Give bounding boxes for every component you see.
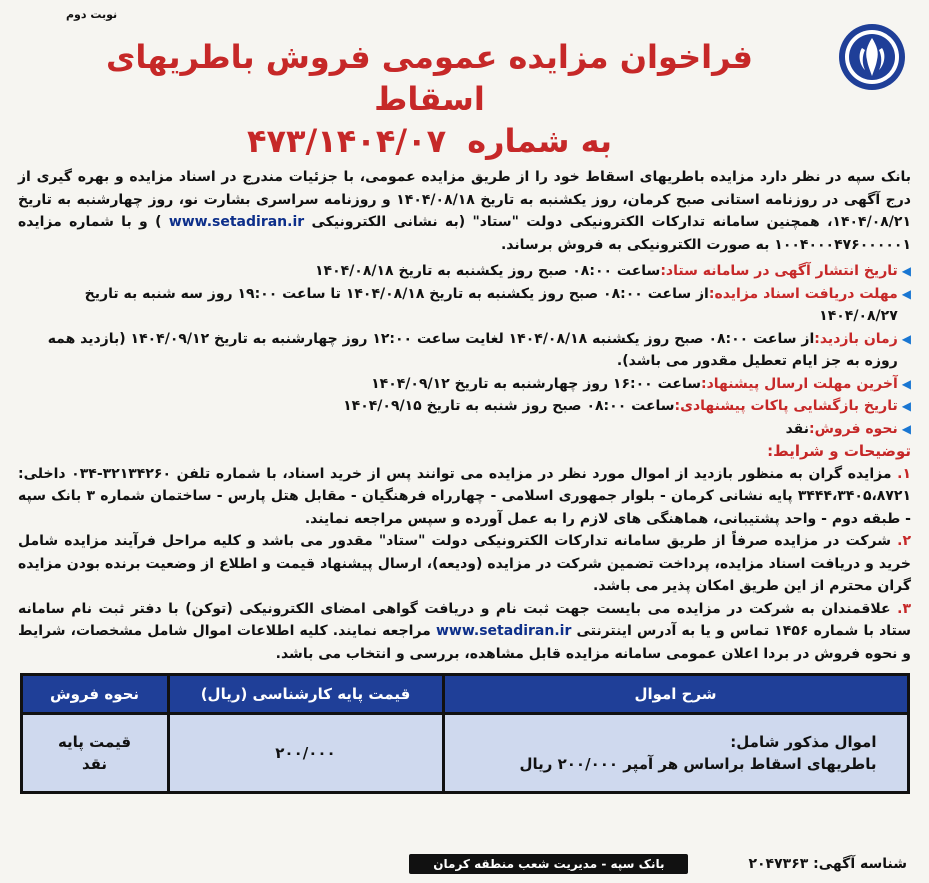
schedule-row: [18, 395, 911, 418]
condition-text-end: مراجعه نمایند. کلیه اطلاعات اموال شامل مشخصات، شرایط و نحوه فروش در بردا اعلان عمومی سامانه مزایده قابل مشاهده، بررسی و انتخاب می باشد.: [18, 623, 911, 662]
schedule-label: تاریخ بازگشایی پاکات پیشنهادی:: [674, 398, 898, 414]
schedule-list: [18, 260, 911, 440]
intro-text: بانک سپه در نظر دارد مزایده باطریهای اسقاط خود را از طریق مزایده عمومی، با جزئیات مندرج در اسناد مزایده و بهره گیری از درج آگهی در روزنامه استانی صبح کرمان، روز یکشنبه به تاریخ ۱۴۰۴/۰۸/۱۸ و روزنامه سراسری بشارت نو، روز چهارشنبه به تاریخ ۱۴۰۴/۰۸/۲۱، همچنین سامانه تدارکات الکترونیکی دولت "ستاد" (به نشانی الکترونیکی: [18, 169, 912, 230]
schedule-value: از ساعت ۰۸:۰۰ صبح روز یکشنبه به تاریخ ۱۴۰۴/۰۸/۱۸ تا ساعت ۱۹:۰۰ روز سه شنبه به تاریخ ۱۴۰۴/۰۸/۲۷: [84, 285, 898, 324]
condition-item: [18, 530, 911, 598]
setadiran-link[interactable]: www.setadiran.ir: [168, 214, 305, 230]
condition-number: ۱.: [897, 465, 911, 482]
conditions-title: توضیحات و شرایط:: [767, 442, 911, 460]
sale-method-line1: قیمت پایه: [57, 733, 132, 751]
arrow-left-icon: ◀: [901, 421, 911, 436]
condition-item: [18, 598, 911, 666]
auction-number-label: به شماره: [467, 122, 613, 160]
bank-sepah-logo-icon: [837, 22, 907, 92]
footer: [14, 851, 915, 877]
asset-description-line1: اموال مذکور شامل:: [730, 733, 877, 751]
sale-method-cell: [21, 714, 168, 793]
intro-text-end: ) و با شماره مزایده ۱۰۰۴۰۰۰۴۷۶۰۰۰۰۰۱ به صورت الکترونیکی به فروش برساند.: [18, 214, 911, 253]
column-header-description: شرح اموال: [443, 675, 908, 714]
schedule-label: زمان بازدید:: [814, 330, 898, 347]
column-header-sale-method: نحوه فروش: [21, 675, 168, 714]
schedule-label: آخرین مهلت ارسال پیشنهاد:: [701, 375, 898, 392]
notice-label: نوبت دوم: [66, 8, 118, 21]
sale-method-line2: نقد: [81, 755, 108, 773]
auction-number-value: ۴۷۳/۱۴۰۴/۰۷: [246, 122, 447, 160]
table-header-row: [21, 675, 908, 714]
ad-id: شناسه آگهی: ۲۰۴۷۳۶۳: [748, 856, 907, 872]
arrow-left-icon: ◀: [901, 264, 911, 278]
setadiran-link[interactable]: www.setadiran.ir: [436, 623, 572, 639]
schedule-label: نحوه فروش:: [809, 420, 898, 437]
schedule-label: مهلت دریافت اسناد مزایده:: [708, 285, 898, 302]
schedule-value: نقد: [785, 420, 809, 437]
schedule-value: از ساعت ۰۸:۰۰ صبح روز یکشنبه ۱۴۰۴/۰۸/۱۸ لغایت ساعت ۱۲:۰۰ روز چهارشنبه به تاریخ ۱۴۰۴/۰۹/۱۲ (بازدید همه روزه به جز ایام تعطیل مقدور می باشد).: [47, 330, 898, 369]
arrow-left-icon: ◀: [901, 399, 911, 413]
asset-description-cell: [443, 714, 908, 793]
arrow-left-icon: ◀: [901, 376, 911, 391]
assets-table: [20, 673, 910, 794]
condition-text: مزایده گران به منظور بازدید از اموال مورد نظر در مزایده می توانند پس از خرید اسناد، با شماره تلفن ۳۲۱۳۴۲۶۰-۰۳۴ داخلی: ۳۴۴۴،۳۴۰۵،۸۷۲۱ پایه نشانی کرمان - بلوار جمهوری اسلامی - چهارراه فرهنگیان - مقابل هتل پارس - ساختمان شماره ۳ بانک سپه - طبقه دوم - واحد پشتیبانی، هماهنگی های لازم را به عمل آورده و سپس مراجعه نمایند.: [18, 465, 911, 527]
schedule-row: [18, 260, 911, 283]
condition-text: شرکت در مزایده صرفاً از طریق سامانه تدارکات الکترونیکی دولت "ستاد" مقدور می باشد و کلیه مراحل فرآیند مزایده شامل خرید و دریافت اسناد مزایده، پرداخت تضمین شرکت در مزایده (ودیعه)، ارسال پیشنهاد قیمت و اطلاع از وضعیت برنده بودن مزایده گران محترم از این طریق امکان پذیر می باشد.: [18, 533, 911, 594]
table-row: [21, 714, 908, 793]
condition-number: ۳.: [897, 600, 911, 617]
asset-description-line2: باطریهای اسقاط براساس هر آمپر ۲۰۰/۰۰۰ ریال: [519, 755, 877, 773]
schedule-row: [18, 418, 911, 441]
base-price-cell: ۲۰۰/۰۰۰: [168, 714, 443, 793]
arrow-left-icon: ◀: [901, 286, 911, 301]
schedule-label: تاریخ انتشار آگهی در سامانه ستاد:: [660, 263, 898, 279]
condition-text: علاقمندان به شرکت در مزایده می بایست جهت ثبت نام و دریافت گواهی امضای الکترونیکی (توکن) با دفتر ثبت نام سامانه ستاد با شماره ۱۴۵۶ تماس و یا به آدرس اینترنتی: [18, 600, 912, 639]
bank-branch-band: بانک سپه - مدیریت شعب منطقه کرمان: [409, 854, 688, 874]
auction-number: [54, 120, 805, 162]
arrow-left-icon: ◀: [901, 331, 911, 346]
condition-item: [18, 463, 911, 531]
schedule-row: [18, 328, 911, 373]
intro-paragraph: [18, 166, 911, 256]
schedule-value: ساعت ۱۶:۰۰ روز چهارشنبه به تاریخ ۱۴۰۴/۰۹/۱۲: [371, 375, 701, 392]
schedule-value: ساعت ۰۸:۰۰ صبح روز شنبه به تاریخ ۱۴۰۴/۰۹/۱۵: [343, 398, 675, 414]
condition-number: ۲.: [897, 533, 912, 549]
column-header-price: قیمت پایه کارشناسی (ریال): [168, 675, 443, 714]
schedule-row: [18, 373, 911, 396]
schedule-value: ساعت ۰۸:۰۰ صبح روز یکشنبه به تاریخ ۱۴۰۴/۰۸/۱۸: [315, 263, 661, 279]
schedule-row: [18, 283, 911, 328]
page-title: فراخوان مزایده عمومی فروش باطریهای اسقاط: [106, 38, 753, 118]
